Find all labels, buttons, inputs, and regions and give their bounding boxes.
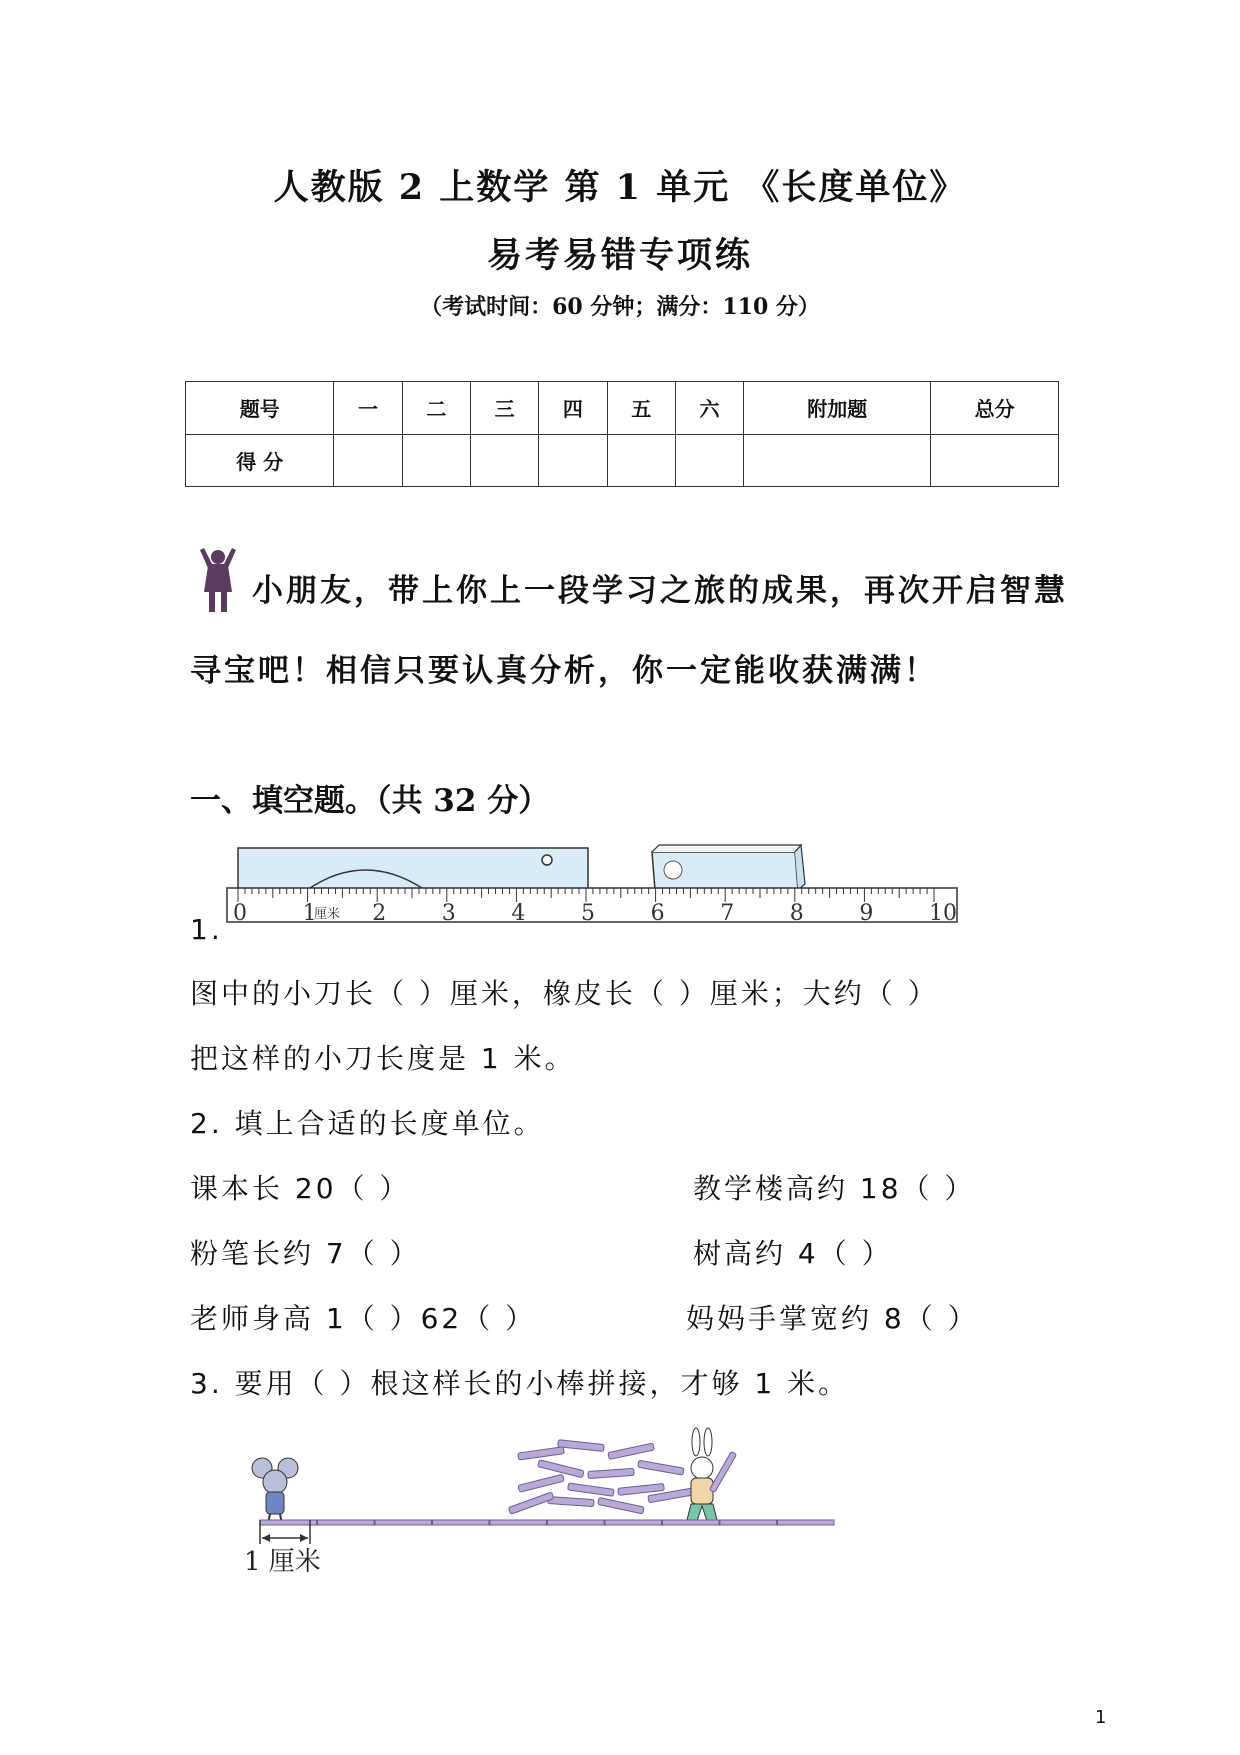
score-table-cell: 总分 <box>931 382 1059 435</box>
stick-segment <box>778 1520 835 1525</box>
score-table-cell: 附加题 <box>744 382 931 435</box>
stick-segment <box>663 1520 720 1525</box>
q2-heading: 2. 填上合适的长度单位。 <box>190 1107 545 1140</box>
score-blank-cell[interactable] <box>402 434 470 487</box>
child-cheering-icon <box>196 548 240 614</box>
stick <box>558 1440 604 1452</box>
q2-item: 老师身高 1（ ）62（ ） <box>190 1302 537 1335</box>
ruler-tick-label: 9 <box>859 901 874 926</box>
stick-pile <box>508 1440 694 1515</box>
ruler-tick-label: 7 <box>720 901 735 926</box>
score-table-header-row <box>186 382 1059 435</box>
ruler-tick-label: 8 <box>789 901 804 926</box>
stick <box>608 1443 654 1459</box>
stick <box>568 1483 615 1496</box>
rabbit-icon <box>686 1428 737 1524</box>
score-blank-cell[interactable] <box>334 434 402 487</box>
page-title: 人教版 2 上数学 第 1 单元 《长度单位》 <box>273 167 967 208</box>
one-cm-label: 1 厘米 <box>244 1547 321 1577</box>
stick-segment <box>720 1520 777 1525</box>
ruler-tick-label: 0 <box>233 901 247 926</box>
mouse-icon <box>252 1458 298 1524</box>
score-table-cell: 三 <box>470 382 538 435</box>
sticks-figure <box>240 1420 860 1580</box>
score-table-cell: 一 <box>334 382 402 435</box>
q2-item: 树高约 4（ ） <box>693 1237 893 1270</box>
ruler-tick-label: 1 <box>302 901 317 926</box>
question-number: 1. <box>190 913 223 946</box>
stick-segment <box>260 1520 317 1525</box>
q1-line-2: 把这样的小刀长度是 1 米。 <box>190 1042 576 1075</box>
ruler-tick-label: 5 <box>581 901 595 926</box>
stick-segment <box>433 1520 490 1525</box>
q1-line-1: 图中的小刀长（ ）厘米，橡皮长（ ）厘米；大约（ ） <box>190 977 939 1010</box>
score-table <box>185 381 1059 487</box>
stick-segment <box>490 1520 547 1525</box>
score-table-cell: 六 <box>675 382 743 435</box>
score-blank-cell[interactable] <box>744 434 931 487</box>
stick <box>548 1496 594 1506</box>
page-subtitle: 易考易错专项练 <box>486 235 753 276</box>
score-row-label: 得 分 <box>186 434 334 487</box>
stick-segment <box>375 1520 432 1525</box>
stick-segment <box>548 1520 605 1525</box>
score-table-cell: 题号 <box>186 382 334 435</box>
score-blank-cell[interactable] <box>607 434 675 487</box>
ruler-tick-label: 3 <box>441 901 456 926</box>
ruler-figure <box>225 840 965 926</box>
score-blank-cell[interactable] <box>675 434 743 487</box>
stick <box>588 1468 634 1478</box>
score-table-cell: 二 <box>402 382 470 435</box>
q2-item: 课本长 20（ ） <box>190 1172 411 1205</box>
intro-line-1: 小朋友，带上你上一段学习之旅的成果，再次开启智慧 <box>252 573 1068 609</box>
knife-shape <box>238 848 588 890</box>
ruler-tick-label: 6 <box>650 901 665 926</box>
q2-item: 妈妈手掌宽约 8（ ） <box>686 1302 979 1335</box>
q2-item: 教学楼高约 18（ ） <box>693 1172 976 1205</box>
stick <box>618 1484 664 1496</box>
ruler-tick-label: 2 <box>372 901 387 926</box>
ruler-unit-label: 厘米 <box>314 907 341 922</box>
q2-item: 粉笔长约 7（ ） <box>190 1237 421 1270</box>
score-blank-cell[interactable] <box>539 434 607 487</box>
page-number: 1 <box>1095 1707 1107 1728</box>
score-table-score-row <box>186 434 1059 487</box>
ruler-tick-label: 10 <box>929 901 957 926</box>
score-blank-cell[interactable] <box>931 434 1059 487</box>
score-blank-cell[interactable] <box>470 434 538 487</box>
score-table-cell: 四 <box>539 382 607 435</box>
stick-line <box>260 1520 834 1525</box>
q3-text: 3. 要用（ ）根这样长的小棒拼接，才够 1 米。 <box>190 1367 850 1400</box>
intro-line-2: 寻宝吧！相信只要认真分析，你一定能收获满满！ <box>190 653 938 689</box>
stick <box>508 1492 554 1514</box>
section-heading: 一、填空题。（共 32 分） <box>190 783 550 819</box>
exam-info: （考试时间：60 分钟；满分：110 分） <box>420 294 820 320</box>
ruler-tick-label: 4 <box>511 901 526 926</box>
knife-hole <box>542 855 552 865</box>
stick <box>518 1474 564 1492</box>
stick <box>518 1447 565 1460</box>
score-table-cell: 五 <box>607 382 675 435</box>
stick <box>598 1497 644 1513</box>
stick <box>638 1460 685 1475</box>
stick-segment <box>318 1520 375 1525</box>
stick-segment <box>605 1520 662 1525</box>
